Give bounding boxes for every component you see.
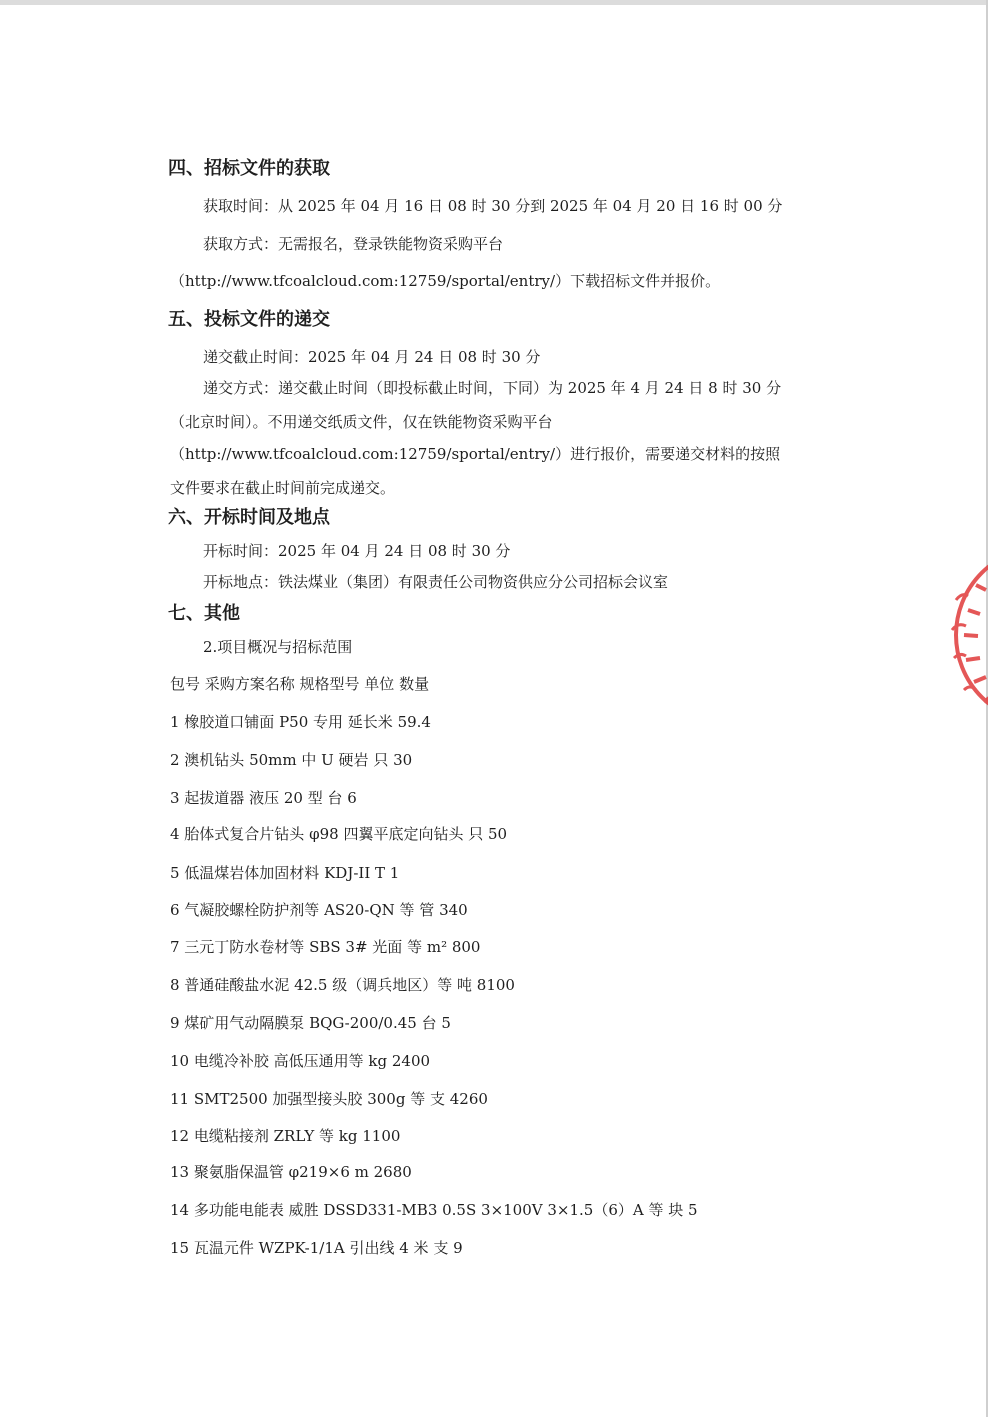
company-seal-stamp bbox=[936, 530, 988, 740]
section-6-title: 六、开标时间及地点 bbox=[168, 507, 330, 528]
section-5-title: 五、投标文件的递交 bbox=[168, 309, 330, 330]
item-row: 15 瓦温元件 WZPK-1/1A 引出线 4 米 支 9 bbox=[170, 1239, 463, 1257]
section-7-subtitle: 2.项目概况与招标范围 bbox=[203, 638, 353, 656]
section-4-method-url: （http://www.tfcoalcloud.com:12759/sportal/entry/）下载招标文件并报价。 bbox=[170, 272, 721, 290]
item-row: 14 多功能电能表 威胜 DSSD331-MB3 0.5S 3×100V 3×1.5（6）A 等 块 5 bbox=[170, 1201, 698, 1219]
item-row: 13 聚氨脂保温管 φ219×6 m 2680 bbox=[170, 1163, 412, 1181]
section-6-place: 开标地点：铁法煤业（集团）有限责任公司物资供应分公司招标会议室 bbox=[203, 573, 669, 591]
item-row: 10 电缆冷补胶 高低压通用等 kg 2400 bbox=[170, 1052, 431, 1070]
section-7-title: 七、其他 bbox=[168, 603, 240, 624]
section-6-time: 开标时间：2025 年 04 月 24 日 08 时 30 分 bbox=[203, 542, 511, 560]
section-5-method-line-1: 递交方式：递交截止时间（即投标截止时间，下同）为 2025 年 4 月 24 日 8 时 30 分 bbox=[203, 379, 782, 397]
section-5-method-line-2: （北京时间）。不用递交纸质文件，仅在铁能物资采购平台 bbox=[170, 413, 553, 431]
item-row: 3 起拔道器 液压 20 型 台 6 bbox=[170, 789, 357, 807]
section-4-time: 获取时间：从 2025 年 04 月 16 日 08 时 30 分到 2025 年 04 月 20 日 16 时 00 分 bbox=[203, 197, 783, 215]
item-row: 2 澳机钻头 50mm 中 U 硬岩 只 30 bbox=[170, 751, 413, 769]
section-4-title: 四、招标文件的获取 bbox=[168, 158, 330, 179]
item-row: 11 SMT2500 加强型接头胶 300g 等 支 4260 bbox=[170, 1090, 488, 1108]
item-row: 8 普通硅酸盐水泥 42.5 级（调兵地区）等 吨 8100 bbox=[170, 976, 515, 994]
item-row: 6 气凝胶螺栓防护剂等 AS20-QN 等 管 340 bbox=[170, 901, 468, 919]
item-row: 9 煤矿用气动隔膜泵 BQG-200/0.45 台 5 bbox=[170, 1014, 451, 1032]
section-5-method-line-3: （http://www.tfcoalcloud.com:12759/sportal/entry/）进行报价，需要递交材料的按照 bbox=[170, 445, 781, 463]
section-5-deadline: 递交截止时间：2025 年 04 月 24 日 08 时 30 分 bbox=[203, 348, 541, 366]
item-row: 5 低温煤岩体加固材料 KDJ-II T 1 bbox=[170, 864, 400, 882]
scan-top-edge bbox=[0, 0, 988, 5]
section-4-method: 获取方式：无需报名，登录铁能物资采购平台 bbox=[203, 235, 504, 253]
item-row: 12 电缆粘接剂 ZRLY 等 kg 1100 bbox=[170, 1127, 401, 1145]
item-row: 4 胎体式复合片钻头 φ98 四翼平底定向钻头 只 50 bbox=[170, 825, 508, 843]
items-table-header: 包号 采购方案名称 规格型号 单位 数量 bbox=[170, 675, 430, 693]
item-row: 7 三元丁防水卷材等 SBS 3# 光面 等 m² 800 bbox=[170, 938, 481, 956]
item-row: 1 橡胶道口铺面 P50 专用 延长米 59.4 bbox=[170, 713, 431, 731]
section-5-method-line-4: 文件要求在截止时间前完成递交。 bbox=[170, 479, 396, 497]
